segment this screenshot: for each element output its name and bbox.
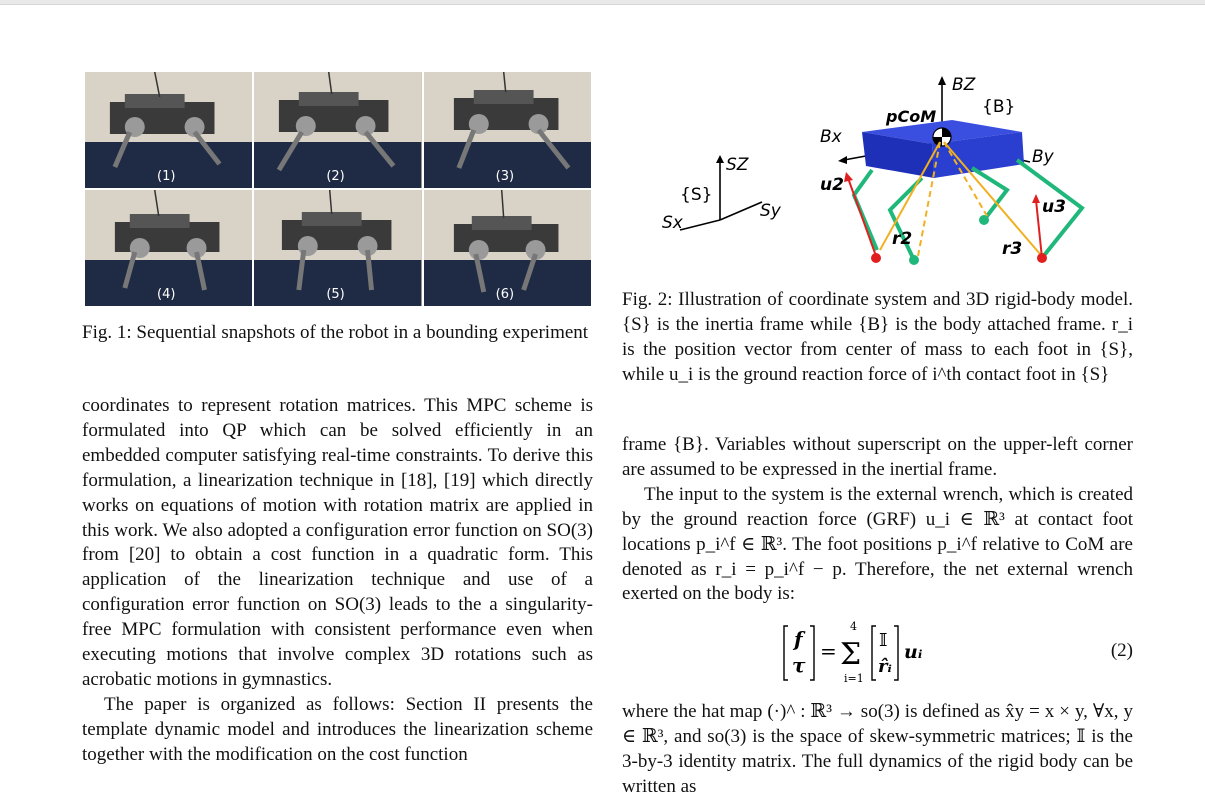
svg-text:τ: τ — [792, 653, 806, 677]
label-sx: Sx — [662, 213, 683, 233]
right-paragraph-1: frame {B}. Variables without superscript on the upper-left corner are assumed to be expressed in the inertial frame. — [622, 434, 1133, 480]
figure1-caption: Fig. 1: Sequential snapshots of the robot in a bounding experiment — [82, 322, 589, 343]
top-bar — [0, 0, 1205, 5]
right-paragraph-2: The input to the system is the external wrench, which is created by the ground reaction force (GRF) u_i ∈ ℝ³ at contact foot locations p_i^f ∈ ℝ³. The foot positions p_i^f relative to CoM are denoted as r_i = p_i^f − p. Therefore, the net external wrench exerted on the body is: — [622, 483, 1133, 605]
panel-label: (2) — [326, 169, 345, 184]
panel-label: (3) — [495, 169, 515, 184]
svg-text:i=1: i=1 — [844, 672, 864, 685]
label-b-frame: {B} — [982, 97, 1016, 117]
label-sz: SZ — [726, 155, 749, 175]
svg-text:=: = — [820, 639, 837, 663]
label-pcom: pCoM — [886, 107, 937, 126]
svg-text:f: f — [794, 627, 803, 651]
equation-number: (2) — [1110, 640, 1133, 661]
figure1-snapshot-grid — [85, 72, 591, 306]
left-paragraph-1: coordinates to represent rotation matrices. This MPC scheme is formulated into QP which can be solved efficiently in an embedded computer satisfying real-time constraints. To derive this formulation, a linearization technique in [18], [19] which directly works on equations of motion with rotation matrix are applied in this work. We also adopted a configuration error function on SO(3) from [20] to obtain a cost function in a quadratic form. This application of the linearization technique and use of a configuration error function on SO(3) leads to the a singularity-free MPC formulation with consistent performance even when executing motions that involve complex 3D rotations such as acrobatic motions in gymnastics. — [82, 395, 593, 690]
left-column-text — [82, 394, 593, 768]
snapshot-panel — [85, 190, 252, 306]
left-paragraph-2: The paper is organized as follows: Section II presents the template dynamic model and introduces the linearization scheme together with the modification on the cost function — [82, 693, 593, 765]
svg-text:𝕀: 𝕀 — [879, 630, 888, 651]
svg-text:Σ: Σ — [840, 637, 862, 672]
leg-front-left — [854, 170, 877, 250]
label-s-frame: {S} — [680, 185, 713, 205]
svg-text:uᵢ: uᵢ — [904, 641, 923, 663]
figure2-caption: Fig. 2: Illustration of coordinate system and 3D rigid-body model. {S} is the inertia frame while {B} is the body attached frame. r_i is the position vector from center of mass to each foot in {S}, while u_i is the ground reaction force of i^th contact foot in {S} — [622, 289, 1133, 385]
svg-text:r̂ᵢ: r̂ᵢ — [878, 656, 892, 677]
snapshot-panel — [254, 72, 421, 188]
label-bx: Bx — [820, 127, 842, 147]
equation-2-body — [622, 620, 1042, 690]
equation-2 — [622, 620, 1133, 690]
snapshot-panel — [424, 190, 591, 306]
u2-vector — [848, 178, 876, 256]
right-paragraph-3: where the hat map (·)^ : ℝ³ → so(3) is defined as x̂y = x × y, ∀x, y ∈ ℝ³, and so(3) is the space of skew-symmetric matrices; 𝕀 is the 3-by-3 identity matrix. The full dynamics of the rigid body can be written as — [622, 701, 1133, 797]
panel-label: (4) — [157, 287, 176, 302]
snapshot-panel — [424, 72, 591, 188]
s-x-axis — [680, 220, 720, 230]
s-y-axis — [720, 202, 762, 220]
label-u2: u2 — [820, 175, 844, 195]
label-u3: u3 — [1042, 197, 1066, 217]
snapshot-panel — [85, 72, 252, 188]
panel-label: (1) — [157, 169, 176, 184]
label-by: By — [1032, 147, 1054, 167]
snapshot-panel — [254, 190, 421, 306]
figure2-diagram — [622, 70, 1133, 285]
label-r2: r2 — [892, 229, 913, 249]
panel-label: (5) — [326, 287, 345, 302]
svg-text:4: 4 — [850, 620, 857, 633]
label-r3: r3 — [1002, 239, 1023, 259]
right-column-text — [622, 433, 1133, 607]
panel-label: (6) — [495, 287, 515, 302]
label-sy: Sy — [760, 201, 781, 221]
label-bz: BZ — [952, 75, 976, 95]
right-column-text-lower — [622, 700, 1133, 800]
